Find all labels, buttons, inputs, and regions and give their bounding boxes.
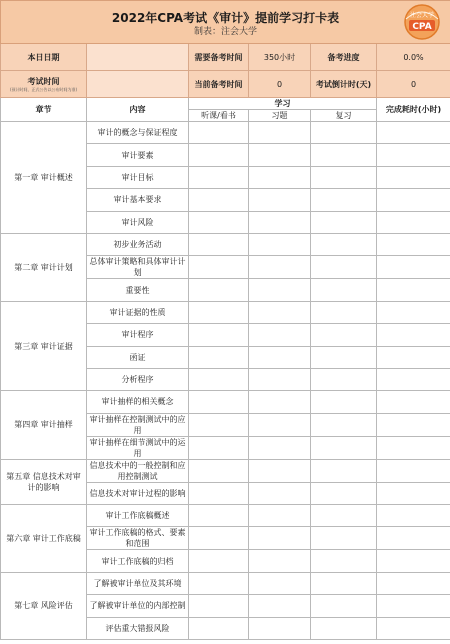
chapter-row (1, 122, 450, 144)
chapter-name: 第四章 审计抽样 (1, 391, 87, 459)
topic-name: 审计风险 (87, 211, 189, 233)
col-chapter-header: 章节 (1, 98, 87, 122)
listen-check-cell[interactable] (189, 459, 249, 482)
exercise-check-cell[interactable] (249, 482, 311, 504)
listen-check-cell[interactable] (189, 391, 249, 413)
done-time-cell[interactable] (377, 144, 450, 166)
exam-time-cell (1, 71, 87, 98)
listen-check-cell[interactable] (189, 122, 249, 144)
sheet-title: 2022年CPA考试《审计》提前学习打卡表 (111, 11, 340, 25)
exercise-check-cell[interactable] (249, 324, 311, 346)
done-time-cell[interactable] (377, 346, 450, 368)
exercise-check-cell[interactable] (249, 144, 311, 166)
review-check-cell[interactable] (311, 368, 377, 390)
progress-label: 备考进度 (311, 44, 377, 71)
topic-name: 审计工作底稿概述 (87, 505, 189, 527)
col-content-header: 内容 (87, 98, 189, 122)
listen-check-cell[interactable] (189, 505, 249, 527)
review-check-cell[interactable] (311, 122, 377, 144)
chapter-row (1, 572, 450, 594)
exam-time-note: (预计时间，正式公告以公布时间为准) (9, 86, 78, 92)
chapter-name: 第六章 审计工作底稿 (1, 505, 87, 573)
topic-name: 总体审计策略和具体审计计划 (87, 256, 189, 279)
done-time-cell[interactable] (377, 595, 450, 617)
topic-name: 分析程序 (87, 368, 189, 390)
done-time-cell[interactable] (377, 324, 450, 346)
done-time-cell[interactable] (377, 368, 450, 390)
topic-name: 了解被审计单位的内部控制 (87, 595, 189, 617)
listen-check-cell[interactable] (189, 233, 249, 255)
done-time-cell[interactable] (377, 413, 450, 436)
countdown-label: 考试倒计时(天) (311, 71, 377, 98)
review-check-cell[interactable] (311, 550, 377, 572)
chapter-name: 第三章 审计证据 (1, 301, 87, 391)
listen-check-cell[interactable] (189, 346, 249, 368)
listen-check-cell[interactable] (189, 436, 249, 459)
exercise-check-cell[interactable] (249, 256, 311, 279)
listen-check-cell[interactable] (189, 482, 249, 504)
listen-check-cell[interactable] (189, 617, 249, 639)
review-check-cell[interactable] (311, 527, 377, 550)
review-check-cell[interactable] (311, 505, 377, 527)
review-check-cell[interactable] (311, 617, 377, 639)
exercise-check-cell[interactable] (249, 436, 311, 459)
review-check-cell[interactable] (311, 482, 377, 504)
done-time-cell[interactable] (377, 122, 450, 144)
logo-caption: 注会大学 (409, 12, 435, 19)
listen-check-cell[interactable] (189, 572, 249, 594)
done-time-cell[interactable] (377, 301, 450, 323)
exercise-check-cell[interactable] (249, 459, 311, 482)
chapter-row (1, 301, 450, 323)
done-time-cell[interactable] (377, 391, 450, 413)
exercise-check-cell[interactable] (249, 346, 311, 368)
review-check-cell[interactable] (311, 413, 377, 436)
topic-name: 审计程序 (87, 324, 189, 346)
review-check-cell[interactable] (311, 166, 377, 188)
listen-check-cell[interactable] (189, 279, 249, 301)
topic-name: 初步业务活动 (87, 233, 189, 255)
exercise-check-cell[interactable] (249, 505, 311, 527)
review-check-cell[interactable] (311, 436, 377, 459)
topic-name: 了解被审计单位及其环境 (87, 572, 189, 594)
col-exercise-header: 习题 (249, 110, 311, 122)
exercise-check-cell[interactable] (249, 368, 311, 390)
topic-name: 审计的概念与保证程度 (87, 122, 189, 144)
exercise-check-cell[interactable] (249, 572, 311, 594)
topic-name: 审计基本要求 (87, 189, 189, 211)
topic-name: 函证 (87, 346, 189, 368)
col-listen-header: 听课/看书 (189, 110, 249, 122)
topic-name: 审计要素 (87, 144, 189, 166)
done-time-cell[interactable] (377, 211, 450, 233)
exercise-check-cell[interactable] (249, 279, 311, 301)
exercise-check-cell[interactable] (249, 413, 311, 436)
review-check-cell[interactable] (311, 572, 377, 594)
exercise-check-cell[interactable] (249, 527, 311, 550)
done-time-cell[interactable] (377, 436, 450, 459)
exercise-check-cell[interactable] (249, 550, 311, 572)
exercise-check-cell[interactable] (249, 595, 311, 617)
today-label: 本日日期 (1, 44, 87, 71)
topic-name: 审计工作底稿的格式、要素和范围 (87, 527, 189, 550)
review-check-cell[interactable] (311, 211, 377, 233)
progress-value: 0.0% (377, 44, 450, 71)
cpa-logo (400, 3, 444, 41)
exercise-check-cell[interactable] (249, 211, 311, 233)
listen-check-cell[interactable] (189, 527, 249, 550)
topic-name: 审计抽样在细节测试中的运用 (87, 436, 189, 459)
need-hours-label: 需要备考时间 (189, 44, 249, 71)
done-time-cell[interactable] (377, 482, 450, 504)
exercise-check-cell[interactable] (249, 166, 311, 188)
chapter-name: 第二章 审计计划 (1, 233, 87, 301)
review-check-cell[interactable] (311, 233, 377, 255)
done-time-cell[interactable] (377, 505, 450, 527)
chapter-row (1, 459, 450, 482)
topic-name: 审计目标 (87, 166, 189, 188)
topic-name: 重要性 (87, 279, 189, 301)
listen-check-cell[interactable] (189, 301, 249, 323)
topic-name: 审计证据的性质 (87, 301, 189, 323)
exam-time-value[interactable] (87, 71, 189, 98)
done-time-cell[interactable] (377, 459, 450, 482)
listen-check-cell[interactable] (189, 324, 249, 346)
chapter-row (1, 233, 450, 255)
done-time-cell[interactable] (377, 233, 450, 255)
col-study-header: 学习 (189, 98, 377, 110)
review-check-cell[interactable] (311, 459, 377, 482)
review-check-cell[interactable] (311, 324, 377, 346)
listen-check-cell[interactable] (189, 256, 249, 279)
chapter-name: 第一章 审计概述 (1, 122, 87, 234)
current-hours-value: 0 (249, 71, 311, 98)
done-time-cell[interactable] (377, 550, 450, 572)
review-check-cell[interactable] (311, 346, 377, 368)
review-check-cell[interactable] (311, 595, 377, 617)
need-hours-value[interactable]: 350小时 (249, 44, 311, 71)
topic-name: 评估重大错报风险 (87, 617, 189, 639)
review-check-cell[interactable] (311, 144, 377, 166)
listen-check-cell[interactable] (189, 550, 249, 572)
chapter-name: 第七章 风险评估 (1, 572, 87, 639)
done-time-cell[interactable] (377, 256, 450, 279)
exam-time-label: 考试时间 (27, 76, 60, 86)
countdown-value: 0 (377, 71, 450, 98)
chapter-name: 第五章 信息技术对审计的影响 (1, 459, 87, 504)
done-time-cell[interactable] (377, 572, 450, 594)
title-cell (1, 1, 450, 44)
topic-name: 信息技术中的一般控制和应用控制测试 (87, 459, 189, 482)
exercise-check-cell[interactable] (249, 391, 311, 413)
listen-check-cell[interactable] (189, 368, 249, 390)
exercise-check-cell[interactable] (249, 301, 311, 323)
done-time-cell[interactable] (377, 617, 450, 639)
topic-name: 审计工作底稿的归档 (87, 550, 189, 572)
listen-check-cell[interactable] (189, 413, 249, 436)
logo-badge: CPA (412, 22, 432, 32)
topic-name: 审计抽样的相关概念 (87, 391, 189, 413)
today-value[interactable] (87, 44, 189, 71)
review-check-cell[interactable] (311, 279, 377, 301)
exercise-check-cell[interactable] (249, 617, 311, 639)
review-check-cell[interactable] (311, 256, 377, 279)
chapter-row (1, 505, 450, 527)
col-review-header: 复习 (311, 110, 377, 122)
listen-check-cell[interactable] (189, 211, 249, 233)
done-time-cell[interactable] (377, 166, 450, 188)
done-time-cell[interactable] (377, 279, 450, 301)
review-check-cell[interactable] (311, 189, 377, 211)
current-hours-label: 当前备考时间 (189, 71, 249, 98)
listen-check-cell[interactable] (189, 595, 249, 617)
listen-check-cell[interactable] (189, 166, 249, 188)
done-time-cell[interactable] (377, 527, 450, 550)
maker-label: 制表：注会大学 (193, 27, 257, 37)
col-done-time-header: 完成耗时(小时) (377, 98, 450, 122)
listen-check-cell[interactable] (189, 189, 249, 211)
done-time-cell[interactable] (377, 189, 450, 211)
topic-name: 信息技术对审计过程的影响 (87, 482, 189, 504)
chapter-row (1, 391, 450, 413)
exercise-check-cell[interactable] (249, 233, 311, 255)
exercise-check-cell[interactable] (249, 122, 311, 144)
listen-check-cell[interactable] (189, 144, 249, 166)
review-check-cell[interactable] (311, 391, 377, 413)
topic-name: 审计抽样在控制测试中的应用 (87, 413, 189, 436)
exercise-check-cell[interactable] (249, 189, 311, 211)
review-check-cell[interactable] (311, 301, 377, 323)
